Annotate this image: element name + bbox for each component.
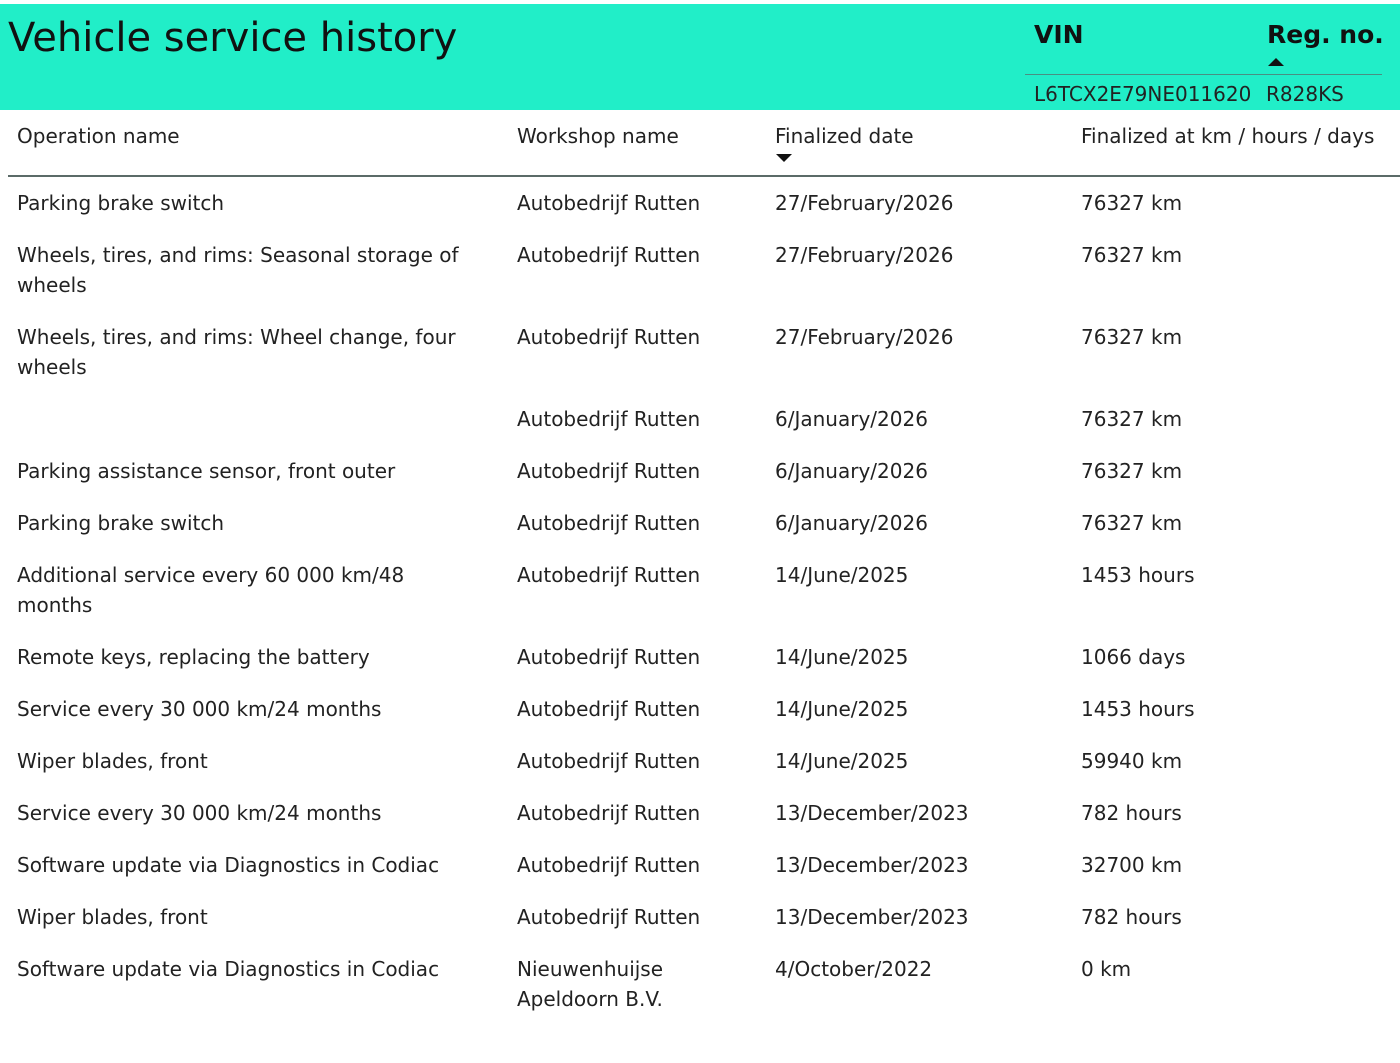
cell-workshop-name: Nieuwenhuijse Apeldoorn B.V.: [517, 957, 664, 1011]
cell-workshop-name: Autobedrijf Rutten: [517, 325, 701, 349]
cell-operation-name: [0, 404, 500, 434]
cell-workshop-name: Autobedrijf Rutten: [517, 697, 701, 721]
reg-no-column-header[interactable]: Reg. no.: [1267, 20, 1384, 49]
table-row[interactable]: [0, 240, 1400, 322]
cell-workshop-name: Autobedrijf Rutten: [517, 905, 701, 929]
header-divider: [1025, 74, 1382, 75]
table-row[interactable]: [0, 850, 1400, 902]
sort-descending-icon[interactable]: [776, 154, 792, 162]
cell-finalized-at: 0 km: [1081, 957, 1132, 981]
cell-workshop-name: Autobedrijf Rutten: [517, 645, 701, 669]
cell-operation-name: Wheels, tires, and rims: Seasonal storage of wheels: [17, 243, 459, 297]
sort-ascending-icon[interactable]: [1268, 58, 1284, 66]
cell-operation-name: Parking brake switch: [17, 511, 225, 535]
column-header-finalized-date[interactable]: Finalized date: [775, 124, 914, 148]
table-row[interactable]: [0, 746, 1400, 798]
cell-finalized-date: 4/October/2022: [775, 957, 933, 981]
cell-finalized-at: 76327 km: [1081, 191, 1183, 215]
table-row[interactable]: [0, 694, 1400, 746]
cell-finalized-date: 6/January/2026: [775, 407, 928, 431]
cell-finalized-date: 27/February/2026: [775, 243, 954, 267]
cell-workshop-name: Autobedrijf Rutten: [517, 749, 701, 773]
cell-operation-name: Wiper blades, front: [17, 905, 208, 929]
cell-operation-name: Service every 30 000 km/24 months: [17, 801, 382, 825]
cell-finalized-at: 1066 days: [1081, 645, 1186, 669]
table-row[interactable]: [0, 560, 1400, 642]
cell-operation-name: Wiper blades, front: [17, 749, 208, 773]
table-row[interactable]: [0, 798, 1400, 850]
cell-finalized-at: 782 hours: [1081, 801, 1182, 825]
cell-finalized-at: 76327 km: [1081, 243, 1183, 267]
table-row[interactable]: [0, 508, 1400, 560]
cell-finalized-date: 27/February/2026: [775, 325, 954, 349]
cell-workshop-name: Autobedrijf Rutten: [517, 853, 701, 877]
cell-workshop-name: Autobedrijf Rutten: [517, 563, 701, 587]
column-header-operation-name[interactable]: Operation name: [17, 124, 180, 148]
cell-workshop-name: Autobedrijf Rutten: [517, 191, 701, 215]
cell-workshop-name: Autobedrijf Rutten: [517, 801, 701, 825]
cell-finalized-at: 76327 km: [1081, 511, 1183, 535]
table-row[interactable]: [0, 954, 1400, 1036]
header-bar: [0, 4, 1400, 110]
cell-finalized-date: 13/December/2023: [775, 853, 969, 877]
column-header-workshop-name[interactable]: Workshop name: [517, 124, 679, 148]
cell-finalized-at: 59940 km: [1081, 749, 1183, 773]
table-row[interactable]: [0, 642, 1400, 694]
cell-operation-name: Software update via Diagnostics in Codiac: [17, 957, 440, 981]
cell-workshop-name: Autobedrijf Rutten: [517, 459, 701, 483]
cell-finalized-date: 14/June/2025: [775, 645, 909, 669]
cell-workshop-name: Autobedrijf Rutten: [517, 243, 701, 267]
table-row[interactable]: [0, 456, 1400, 508]
cell-workshop-name: Autobedrijf Rutten: [517, 407, 701, 431]
page-title: Vehicle service history: [8, 15, 458, 61]
cell-finalized-date: 14/June/2025: [775, 697, 909, 721]
cell-operation-name: Parking assistance sensor, front outer: [17, 459, 396, 483]
cell-operation-name: Additional service every 60 000 km/48 months: [17, 563, 405, 617]
cell-finalized-date: 6/January/2026: [775, 511, 928, 535]
cell-finalized-at: 76327 km: [1081, 459, 1183, 483]
cell-finalized-at: 1453 hours: [1081, 563, 1195, 587]
cell-operation-name: Software update via Diagnostics in Codiac: [17, 853, 440, 877]
reg-no-value: R828KS: [1266, 82, 1344, 106]
table-body: [0, 188, 1400, 1036]
table-row[interactable]: [0, 902, 1400, 954]
cell-finalized-date: 13/December/2023: [775, 905, 969, 929]
table-row[interactable]: [0, 322, 1400, 404]
vin-value: L6TCX2E79NE011620: [1034, 82, 1252, 106]
cell-finalized-at: 76327 km: [1081, 325, 1183, 349]
cell-finalized-at: 782 hours: [1081, 905, 1182, 929]
cell-finalized-date: 6/January/2026: [775, 459, 928, 483]
cell-operation-name: Service every 30 000 km/24 months: [17, 697, 382, 721]
vin-column-header[interactable]: VIN: [1034, 20, 1084, 49]
table-header-divider: [8, 175, 1400, 177]
cell-finalized-date: 14/June/2025: [775, 563, 909, 587]
cell-operation-name: Parking brake switch: [17, 191, 225, 215]
table-row[interactable]: [0, 404, 1400, 456]
cell-workshop-name: Autobedrijf Rutten: [517, 511, 701, 535]
table-row[interactable]: [0, 188, 1400, 240]
cell-operation-name: Remote keys, replacing the battery: [17, 645, 370, 669]
cell-finalized-date: 27/February/2026: [775, 191, 954, 215]
cell-finalized-date: 13/December/2023: [775, 801, 969, 825]
cell-finalized-at: 76327 km: [1081, 407, 1183, 431]
cell-operation-name: Wheels, tires, and rims: Wheel change, four wheels: [17, 325, 456, 379]
cell-finalized-at: 32700 km: [1081, 853, 1183, 877]
cell-finalized-date: 14/June/2025: [775, 749, 909, 773]
cell-finalized-at: 1453 hours: [1081, 697, 1195, 721]
column-header-finalized-at[interactable]: Finalized at km / hours / days: [1081, 124, 1375, 148]
